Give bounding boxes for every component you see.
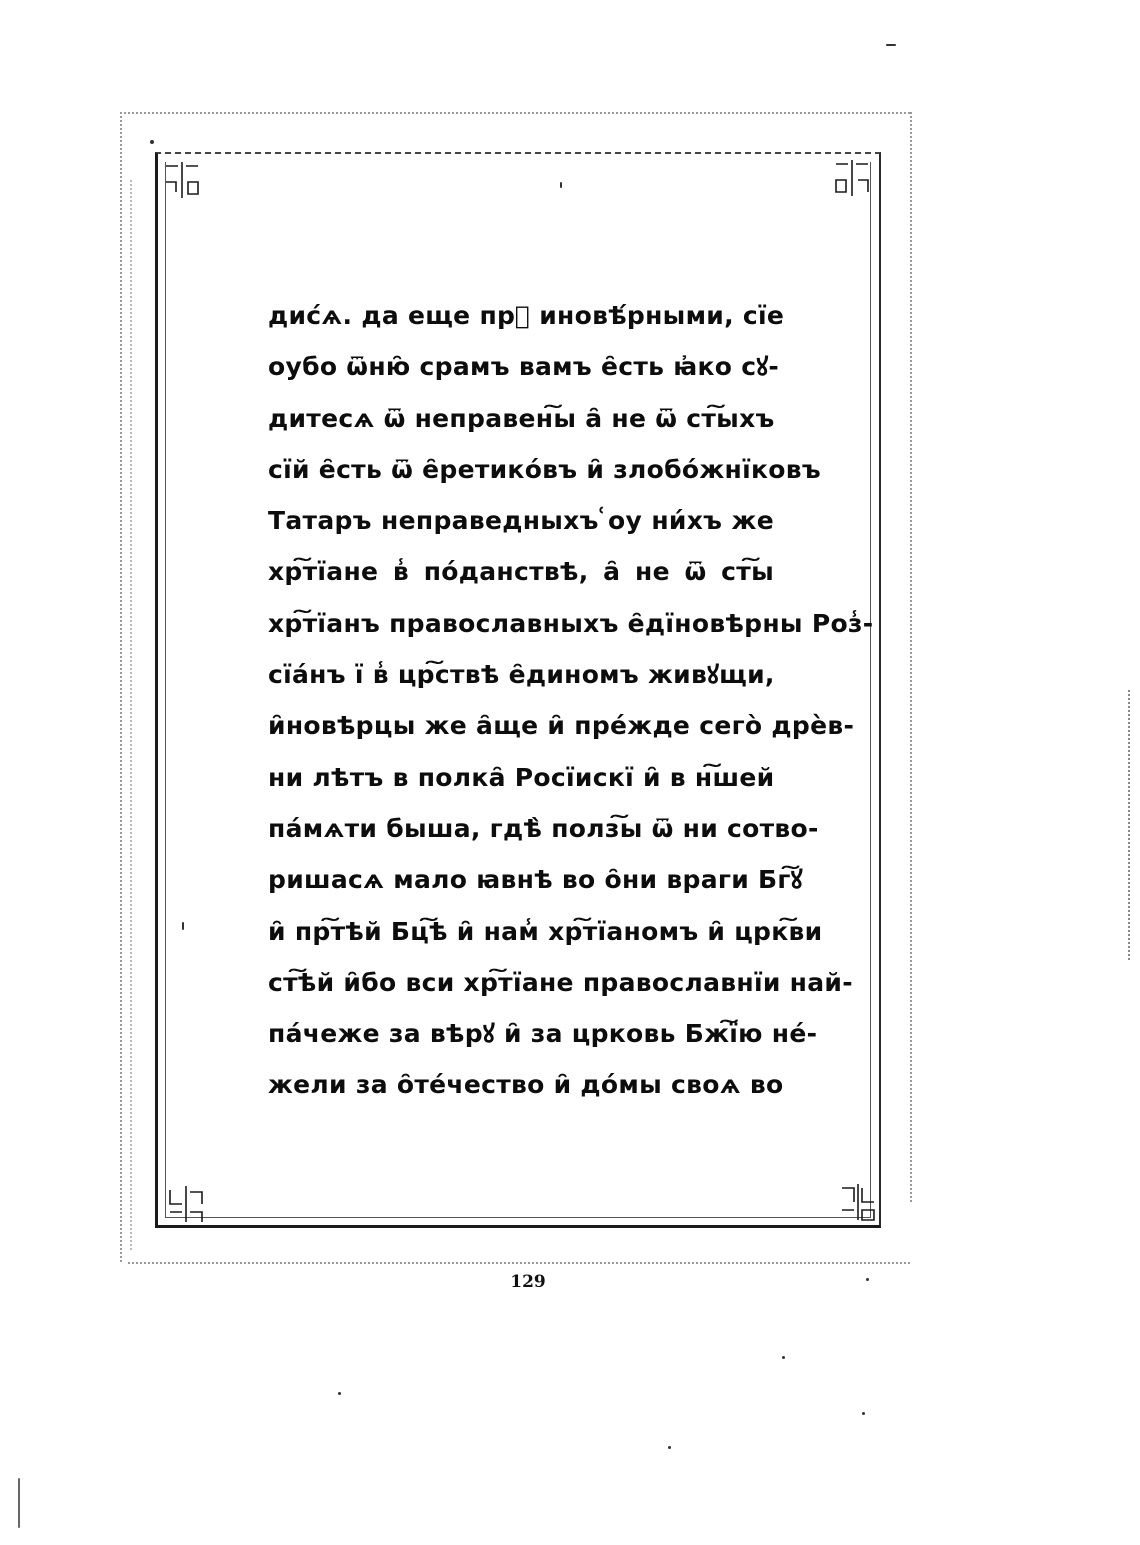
text-line: па́чеже за вѣрꙋ и̑ за црковь Бж͠їю не́-: [268, 1019, 818, 1049]
scan-guide-right: [910, 112, 912, 1202]
scan-guide-left: [120, 112, 122, 1262]
corner-ornament-top-left: [162, 160, 202, 200]
text-line: хр͠тїанъ православныхъ е̑дїновѣрны Роз̾-: [268, 608, 874, 638]
text-line: ришасѧ мало ꙗвнѣ во о̑ни враги Бг͠ꙋ: [268, 865, 803, 895]
scan-speck: [886, 44, 896, 46]
text-line: ст͠ѣй и̑бо вси хр͠тїане православнїи най-: [268, 967, 853, 997]
text-line: и̑новѣрцы же а̑ще и̑ пре́жде сего̀ дрѐв-: [268, 711, 855, 741]
text-block: [268, 290, 874, 1111]
text-line: Татаръ неправедныхъ ͑оу ни́хъ же: [268, 506, 774, 536]
text-line: дис́ѧ. да еще прⷠ иновѣ́рными, сїе: [268, 301, 785, 330]
corner-ornament-bottom-right: [838, 1182, 878, 1222]
scan-guide-top: [120, 112, 910, 114]
scan-speck: [668, 1446, 671, 1449]
scan-speck: [150, 140, 154, 144]
scan-speck: [782, 1356, 785, 1359]
scan-speck: [338, 1392, 341, 1395]
text-line: ни лѣтъ в полка̑ Росїискї и̑ в н͠шей: [268, 762, 775, 792]
scan-guide-far-right: [1128, 690, 1130, 960]
text-line: оубо ѿню̑ срамъ вамъ е̑сть ꙗ҆ко сꙋ-: [268, 352, 780, 382]
scan-speck: [182, 922, 184, 930]
scan-guide-bottom: [128, 1262, 910, 1264]
text-line: сїа́нъ ї в̾ цр͠ствѣ е̑диномъ живꙋщи,: [268, 660, 775, 690]
text-line: сїй е̑сть ѿ е̑ретико́въ и̑ злобо́жнїковъ: [268, 454, 821, 484]
scan-speck: [560, 182, 562, 188]
corner-ornament-top-right: [832, 158, 872, 198]
corner-ornament-bottom-left: [166, 1184, 206, 1224]
scan-speck: [18, 1478, 20, 1528]
scan-speck: [862, 1412, 865, 1415]
scan-guide-left-inner: [130, 180, 132, 1250]
text-line: жели за о̑те́чество и̑ до́мы своѧ во: [268, 1070, 784, 1100]
text-line: хр͠тїане в̾ по́данствѣ, а̑ не ѿ ст͠ы: [268, 557, 774, 587]
page-number: 129: [510, 1272, 546, 1292]
scan-speck: [866, 1278, 869, 1281]
text-line: дитесѧ ѿ неправен͠ы а̑ не ѿ ст͠ыхъ: [268, 403, 775, 433]
text-line: и̑ пр͠тѣй Бц͠ѣ и̑ нам̾ хр͠тїаномъ и̑ црк͠ви: [268, 916, 823, 946]
text-line: па́мѧти быша, гдѣ̀ полз͠ы ѿ ни сотво-: [268, 813, 819, 843]
